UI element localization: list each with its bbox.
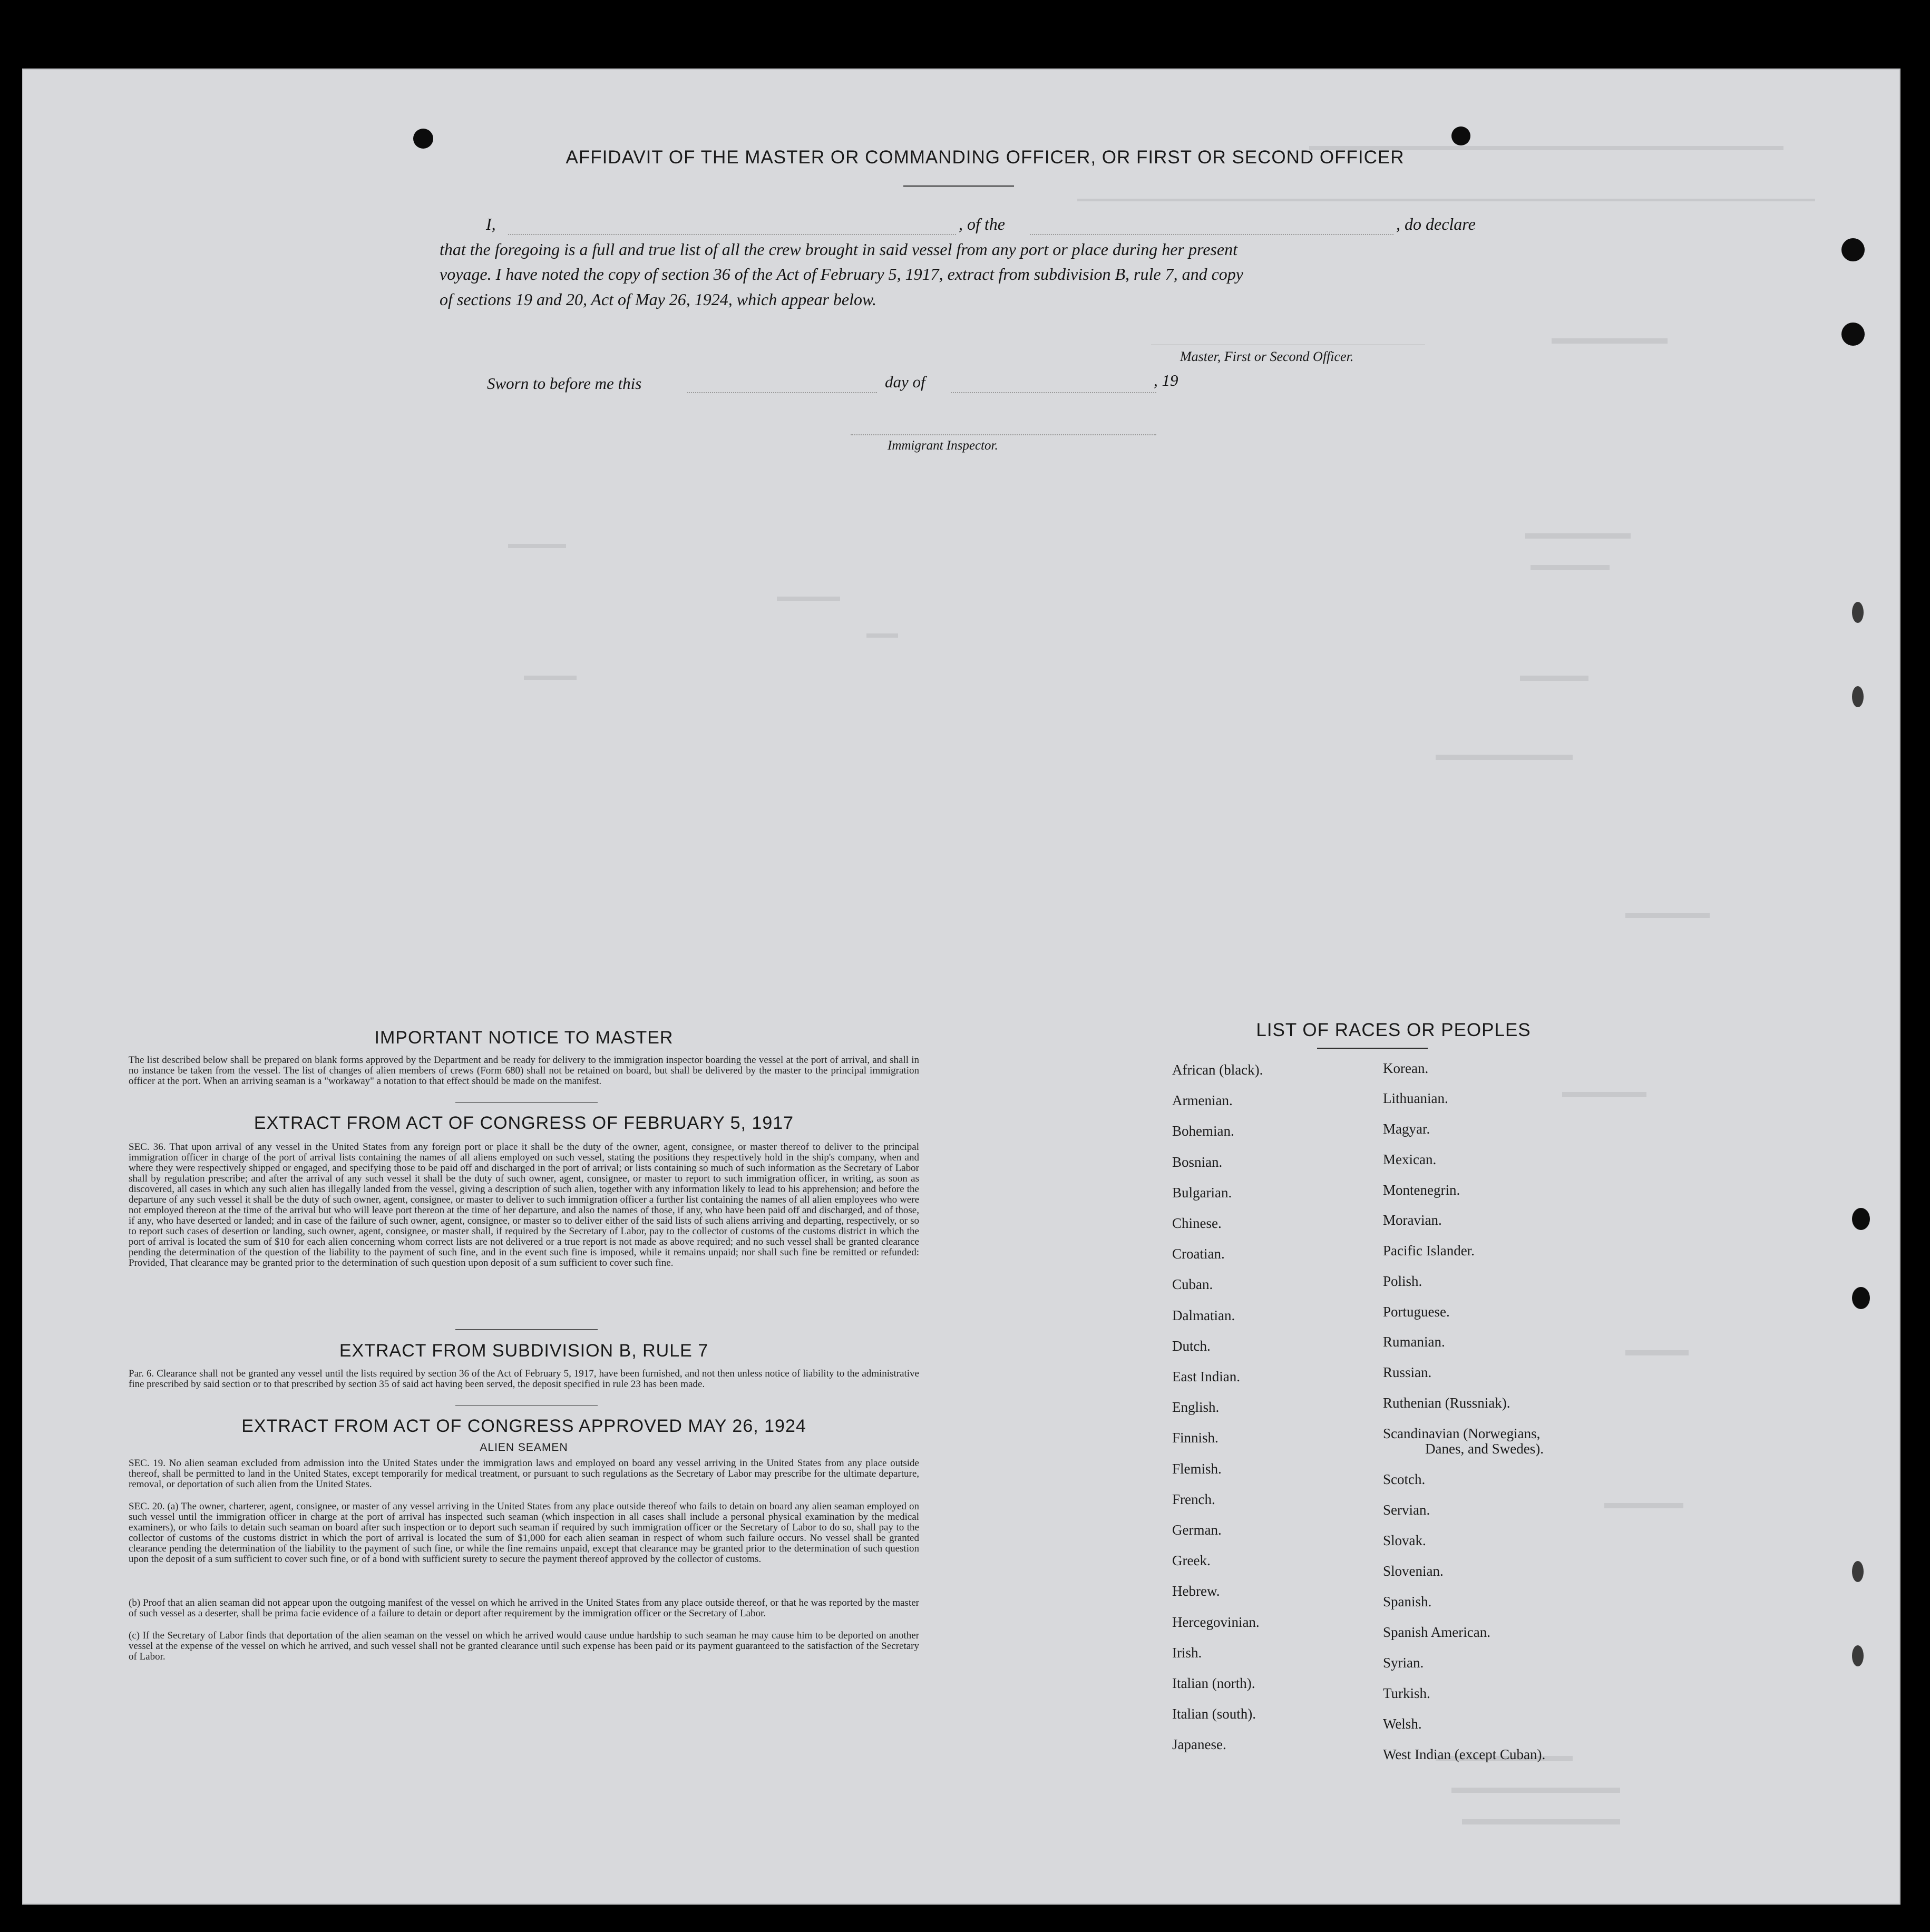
race-item: Dutch.: [1172, 1338, 1211, 1354]
affidavit-line4: of sections 19 and 20, Act of May 26, 1924, which appear below.: [440, 290, 876, 309]
extract-1917-body: SEC. 36. That upon arrival of any vessel in the United States from any foreign port or place it shall be the duty of the owner, agent, consignee, or master thereof to deliver to the principal immigration officer in charge of the port of arrival lists containing the names of all aliens employed on such vessel, stating the positions they respectively hold in the ship's company, when and where they were respectively shipped or engaged, and specifying those to be paid off and discharged in the port of arrival; or lists containing so much of such information as the Secretary of Labor shall by regulation prescribe; and after the arrival of any such vessel it shall be the duty of such owner, agent, consignee, or master to report to such immigration officer, in writing, as soon as discovered, all cases in which any such alien has illegally landed from the vessel, giving a description of such alien, together with any information likely to lead to his apprehension; and before the departure of any such vessel it shall be the duty of such owner, agent, consignee, or master to deliver to such immigration officer a further list containing the names of all alien employees who were not employed thereon at the time of the arrival but who will leave port thereon at the time of her departure, and also the names of those, if any, who have been paid off and discharged, and of those, if any, who have deserted or landed; and in case of the failure of such owner, agent, consignee, or master so to deliver either of the said lists of such aliens arriving and departing, respectively, or so to report such cases of desertion or landing, such owner, agent, consignee, or master shall, if required by the Secretary of Labor, pay to the collector of customs of the customs district in which the port of arrival is located the sum of $10 for each alien concerning whom correct lists are not delivered or a true report is not made as above required; and no such vessel shall be granted clearance pending the determination of the question of the liability to the payment of such fine, and in the event such fine is imposed, while it remains unpaid; nor shall such fine be remitted or refunded: Provided, That clearance may be granted prior to the determination of such question upon deposit of a sum sufficient to cover such fine.: [129, 1141, 919, 1269]
sworn-label: Sworn to before me this: [487, 374, 642, 393]
race-item: Italian (north).: [1172, 1675, 1255, 1691]
extract-1924-title: EXTRACT FROM ACT OF CONGRESS APPROVED MAY 26, 1924: [241, 1416, 806, 1436]
race-item: Pacific Islander.: [1383, 1243, 1475, 1258]
sec20a-text: SEC. 20. (a) The owner, charterer, agent, consignee, or master of any vessel arriving in the United States from any place outside thereof who fails to detain on board any alien seaman employed on such vessel until the immigration officer in charge at the port of arrival has inspected such seaman (which inspection in all cases shall include a personal physical examination by the medical examiners), or who fails to detain such seaman on board after such inspection or to deport such seaman if required by such immigration officer or the Secretary of Labor to do so, shall pay to the collector of customs of the customs district in which the port of arrival is located the sum of $1,000 for each alien seaman in respect of whom such failure occurs. No vessel shall be granted clearance pending the determination of the liability to the payment of such fine, or while the fine remains unpaid, except that clearance may be granted prior to the determination of such question upon the deposit of a sum sufficient to cover such fine, or of a bond with sufficient surety to secure the payment thereof approved by the collector of customs.: [129, 1501, 919, 1565]
extract-rule7-body: Par. 6. Clearance shall not be granted any vessel until the lists required by section 36 of the Act of February 5, 1917, have been furnished, and not then unless notice of liability to the administrative fine prescribed by said section or to that prescribed by section 35 of said act having been served, the deposit specified in rule 23 has been made.: [129, 1368, 919, 1390]
race-item: French.: [1172, 1491, 1215, 1507]
race-item: Turkish.: [1383, 1685, 1430, 1701]
affidavit-title: AFFIDAVIT OF THE MASTER OR COMMANDING OFFICER, OR FIRST OR SECOND OFFICER: [566, 147, 1405, 168]
punch-hole: [413, 129, 433, 149]
race-item: Rumanian.: [1383, 1334, 1445, 1350]
title-underline: [903, 186, 1014, 187]
section-divider: [455, 1329, 598, 1330]
race-item: Ruthenian (Russniak).: [1383, 1395, 1510, 1411]
race-item: Irish.: [1172, 1644, 1202, 1661]
race-item: Flemish.: [1172, 1460, 1222, 1477]
punch-hole: [1852, 1645, 1864, 1666]
race-item: Dalmatian.: [1172, 1307, 1235, 1323]
race-item: Bohemian.: [1172, 1123, 1234, 1139]
races-title: LIST OF RACES OR PEOPLES: [1256, 1020, 1531, 1040]
race-item: Hebrew.: [1172, 1583, 1220, 1599]
punch-hole: [1451, 126, 1470, 145]
race-item: Moravian.: [1383, 1212, 1442, 1228]
sec20c-text: (c) If the Secretary of Labor finds that deportation of the alien seaman on the vessel on which he arrived would cause undue hardship to such seaman he may cause him to be deported on another vessel at the expense of the vessel on which he arrived, and such vessel shall not be granted clearance until such expense has been paid or its payment guaranteed to the satisfaction of the Secretary of Labor.: [129, 1630, 919, 1662]
race-item: Croatian.: [1172, 1246, 1225, 1262]
affidavit-line2: that the foregoing is a full and true list of all the crew brought in said vessel from any port or place during her present: [440, 240, 1237, 259]
race-item: Hercegovinian.: [1172, 1614, 1260, 1630]
race-item: Slovenian.: [1383, 1563, 1444, 1579]
notice-body: The list described below shall be prepared on blank forms approved by the Department and be ready for delivery to the immigration inspector boarding the vessel at the port of arrival, and shall in no instance be taken from the vessel. The list of changes of alien members of crews (Form 680) shall not be retained on board, but shall be delivered by the master to the principal immigration officer at the port. When an arriving seaman is a "workaway" a notation to that effect should be made on the manifest.: [129, 1055, 919, 1087]
inspector-signature-line[interactable]: [851, 434, 1156, 435]
document-sheet: [22, 69, 1900, 1905]
punch-hole: [1852, 1287, 1870, 1309]
race-item: East Indian.: [1172, 1369, 1240, 1384]
race-item: Mexican.: [1383, 1152, 1437, 1167]
race-item: Spanish American.: [1383, 1624, 1490, 1640]
race-item: West Indian (except Cuban).: [1383, 1746, 1546, 1762]
race-item: Finnish.: [1172, 1430, 1219, 1446]
inspector-label: Immigrant Inspector.: [888, 438, 998, 453]
sec20b-text: (b) Proof that an alien seaman did not appear upon the outgoing manifest of the vessel on which he arrived in the United States from any place outside thereof, or that he was reported by the master of such vessel as a deserter, shall be prima facie evidence of a failure to detain or deport after requirement by the immigration officer or the Secretary of Labor.: [129, 1597, 919, 1619]
sworn-day-field[interactable]: [687, 392, 877, 393]
extract-1924-subtitle: ALIEN SEAMEN: [480, 1441, 568, 1453]
signer-label: Master, First or Second Officer.: [1180, 349, 1354, 364]
affidavit-line3: voyage. I have noted the copy of section 36 of the Act of February 5, 1917, extract from subdivision B, rule 7, and copy: [440, 265, 1243, 284]
sworn-month-field[interactable]: [951, 392, 1156, 393]
race-item: Bulgarian.: [1172, 1184, 1232, 1201]
race-item: Armenian.: [1172, 1092, 1233, 1109]
sec19-text: SEC. 19. No alien seaman excluded from admission into the United States under the immigration laws and employed on board any vessel arriving in the United States from any place outside thereof, shall be permitted to land in the United States, except temporarily for medical treatment, or pursuant to such regulations as the Secretary of Labor may prescribe for the ultimate departure, removal, or deportation of such alien from the United States.: [129, 1458, 919, 1490]
race-item: Slovak.: [1383, 1533, 1426, 1548]
master-name-field[interactable]: [508, 234, 956, 235]
punch-hole: [1852, 602, 1864, 623]
race-item: Japanese.: [1172, 1736, 1226, 1753]
race-item: Chinese.: [1172, 1215, 1222, 1231]
race-item: Magyar.: [1383, 1121, 1430, 1137]
race-item: English.: [1172, 1399, 1220, 1416]
race-item: Spanish.: [1383, 1594, 1432, 1609]
race-item: Greek.: [1172, 1553, 1211, 1569]
section-divider: [455, 1102, 598, 1103]
affidavit-line1-of-the: , of the: [959, 214, 1005, 233]
race-item: Polish.: [1383, 1273, 1422, 1289]
race-item: Servian.: [1383, 1502, 1430, 1518]
year-label: , 19: [1154, 371, 1178, 389]
race-item: Syrian.: [1383, 1655, 1424, 1671]
affidavit-line1-declare: , do declare: [1396, 214, 1476, 233]
race-item: Cuban.: [1172, 1276, 1213, 1293]
race-item: Danes, and Swedes).: [1425, 1441, 1544, 1457]
notice-title: IMPORTANT NOTICE TO MASTER: [374, 1028, 674, 1048]
punch-hole: [1852, 686, 1864, 707]
race-item: Portuguese.: [1383, 1304, 1450, 1320]
punch-hole: [1852, 1561, 1864, 1582]
race-item: Korean.: [1383, 1060, 1429, 1076]
race-item: African (black).: [1172, 1062, 1263, 1078]
race-item: Lithuanian.: [1383, 1090, 1448, 1106]
vessel-name-field[interactable]: [1030, 234, 1393, 235]
punch-hole: [1841, 238, 1865, 261]
race-item: Scotch.: [1383, 1471, 1426, 1487]
bleed-through-texture: [23, 70, 1899, 1904]
race-item: Montenegrin.: [1383, 1182, 1460, 1198]
day-of-label: day of: [885, 373, 925, 391]
extract-1917-title: EXTRACT FROM ACT OF CONGRESS OF FEBRUARY 5, 1917: [254, 1113, 794, 1133]
races-title-underline: [1317, 1048, 1428, 1049]
race-item: Russian.: [1383, 1364, 1432, 1380]
race-item: Welsh.: [1383, 1716, 1422, 1732]
punch-hole: [1841, 323, 1865, 346]
affidavit-line1-i: I,: [486, 214, 496, 233]
punch-hole: [1852, 1208, 1870, 1230]
race-item: Bosnian.: [1172, 1154, 1223, 1170]
race-item: Italian (south).: [1172, 1706, 1256, 1722]
race-item: German.: [1172, 1522, 1222, 1538]
race-item: Scandinavian (Norwegians,: [1383, 1426, 1541, 1441]
extract-rule7-title: EXTRACT FROM SUBDIVISION B, RULE 7: [339, 1341, 709, 1361]
